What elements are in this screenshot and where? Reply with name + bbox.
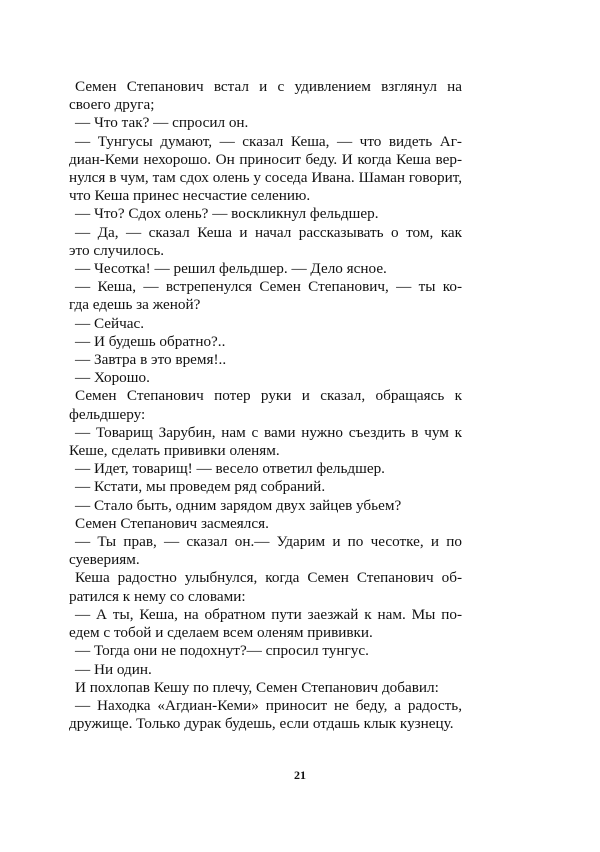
text-line: — Чесотка! — решил фельдшер. — Дело ясное. xyxy=(75,260,387,278)
text-line: — Находка «Агдиан-Кеми» приносит не беду, а радость, xyxy=(75,696,462,714)
text-line: фельдшеру: xyxy=(69,405,146,423)
text-line: — Тунгусы думают, — сказал Кеша, — что видеть Аг- xyxy=(75,132,462,150)
text-line: это случилось. xyxy=(69,241,165,259)
text-line: Семен Степанович встал и с удивлением взглянул на xyxy=(75,78,462,95)
text-line: — Ни один. xyxy=(75,660,152,678)
text-line: — Хорошо. xyxy=(75,369,150,387)
text-line: И похлопав Кешу по плечу, Семен Степанович добавил: xyxy=(75,678,439,696)
page-number: 21 xyxy=(294,768,306,782)
text-line: диан-Кеми нехорошо. Он приносит беду. И когда Кеша вер- xyxy=(69,150,462,168)
text-line: — Кстати, мы проведем ряд собраний. xyxy=(75,478,326,496)
text-line: гда едешь за женой? xyxy=(69,296,201,314)
text-line: ратился к нему со словами: xyxy=(69,587,246,605)
text-line: — Что? Сдох олень? — воскликнул фельдшер. xyxy=(75,205,379,223)
text-line: — Завтра в это время!.. xyxy=(75,351,227,369)
text-line: Кеше, сделать прививки оленям. xyxy=(69,442,280,460)
text-line: — Ты прав, — сказал он.— Ударим и по чесотке, и по xyxy=(75,533,462,551)
text-line: — Кеша, — встрепенулся Семен Степанович, — ты ко- xyxy=(75,278,462,296)
page-body xyxy=(69,78,462,733)
text-line: — А ты, Кеша, на обратном пути заезжай к нам. Мы по- xyxy=(75,605,462,623)
text-line: — Что так? — спросил он. xyxy=(75,114,249,132)
text-line: — Сейчас. xyxy=(75,314,145,332)
text-line: — Идет, товарищ! — весело ответил фельдшер. xyxy=(75,460,385,478)
text-line: дружище. Только дурак будешь, если отдашь клык кузнецу. xyxy=(69,715,454,733)
text-line: — И будешь обратно?.. xyxy=(75,332,226,350)
text-line: — Стало быть, одним зарядом двух зайцев убьем? xyxy=(75,496,402,514)
text-line: суевериям. xyxy=(69,551,140,569)
text-line: едем с тобой и сделаем всем оленям прививки. xyxy=(69,624,373,642)
text-line: нулся в чум, там сдох олень у соседа Ивана. Шаман говорит, xyxy=(69,169,462,187)
text-line: Кеша радостно улыбнулся, когда Семен Степанович об- xyxy=(75,569,462,587)
text-line: — Товарищ Зарубин, нам с вами нужно съездить в чум к xyxy=(75,423,462,441)
text-line: что Кеша принес несчастие селению. xyxy=(69,187,311,205)
text-line: — Тогда они не подохнут?— спросил тунгус. xyxy=(75,642,369,660)
text-line: — Да, — сказал Кеша и начал рассказывать о том, как xyxy=(75,223,462,241)
text-line: своего друга; xyxy=(69,96,155,114)
text-line: Семен Степанович засмеялся. xyxy=(75,514,269,532)
text-line: Семен Степанович потер руки и сказал, обращаясь к xyxy=(75,387,462,405)
